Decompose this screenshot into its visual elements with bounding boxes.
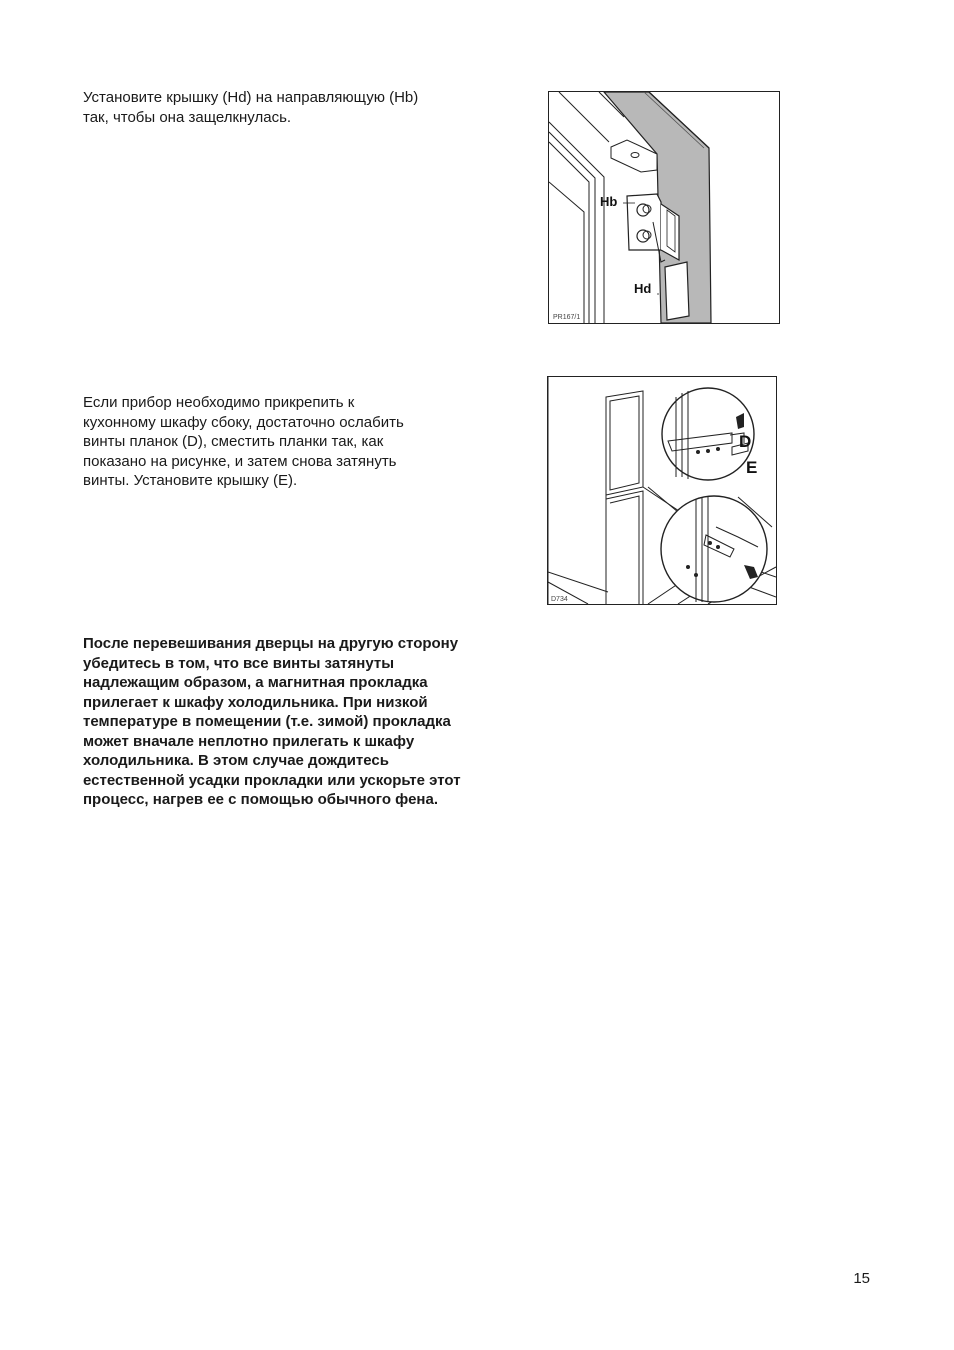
paragraph-side-mount: Если прибор необходимо прикрепить к кухонному шкафу сбоку, достаточно ослабить винты планок (D), сместить планки так, как показано на рисунке, и затем снова затянуть винты. Установите крышку (E). — [83, 394, 404, 489]
label-hd: Hd — [634, 281, 652, 296]
side-mount-drawing — [548, 377, 776, 604]
label-d: D — [739, 432, 752, 451]
figure-code: PR167/1 — [553, 314, 581, 321]
page-number: 15 — [853, 1270, 870, 1287]
paragraph-cover-install: Установите крышку (Hd) на направляющую (Hb) так, чтобы она защелкнулась. — [83, 89, 419, 126]
paragraph-after-rehang: После перевешивания дверцы на другую сторону убедитесь в том, что все винты затянуты надлежащим образом, а магнитная прокладка прилегает к шкафу холодильника. При низкой температуре в помещении (т.е. зимой) прокладка может вначале неплотно прилегать к шкафу холодильника. В этом случае дождитесь естественной усадки прокладки или ускорьте этот процесс, нагрев ее с помощью обычного фена. — [83, 635, 461, 808]
label-e: E — [746, 458, 758, 477]
figure-hinge-cover — [548, 91, 780, 324]
figure-code: D734 — [551, 596, 568, 603]
label-hb: Hb — [600, 194, 618, 209]
figure-side-mount — [547, 376, 777, 605]
hinge-cover-drawing — [549, 92, 779, 323]
